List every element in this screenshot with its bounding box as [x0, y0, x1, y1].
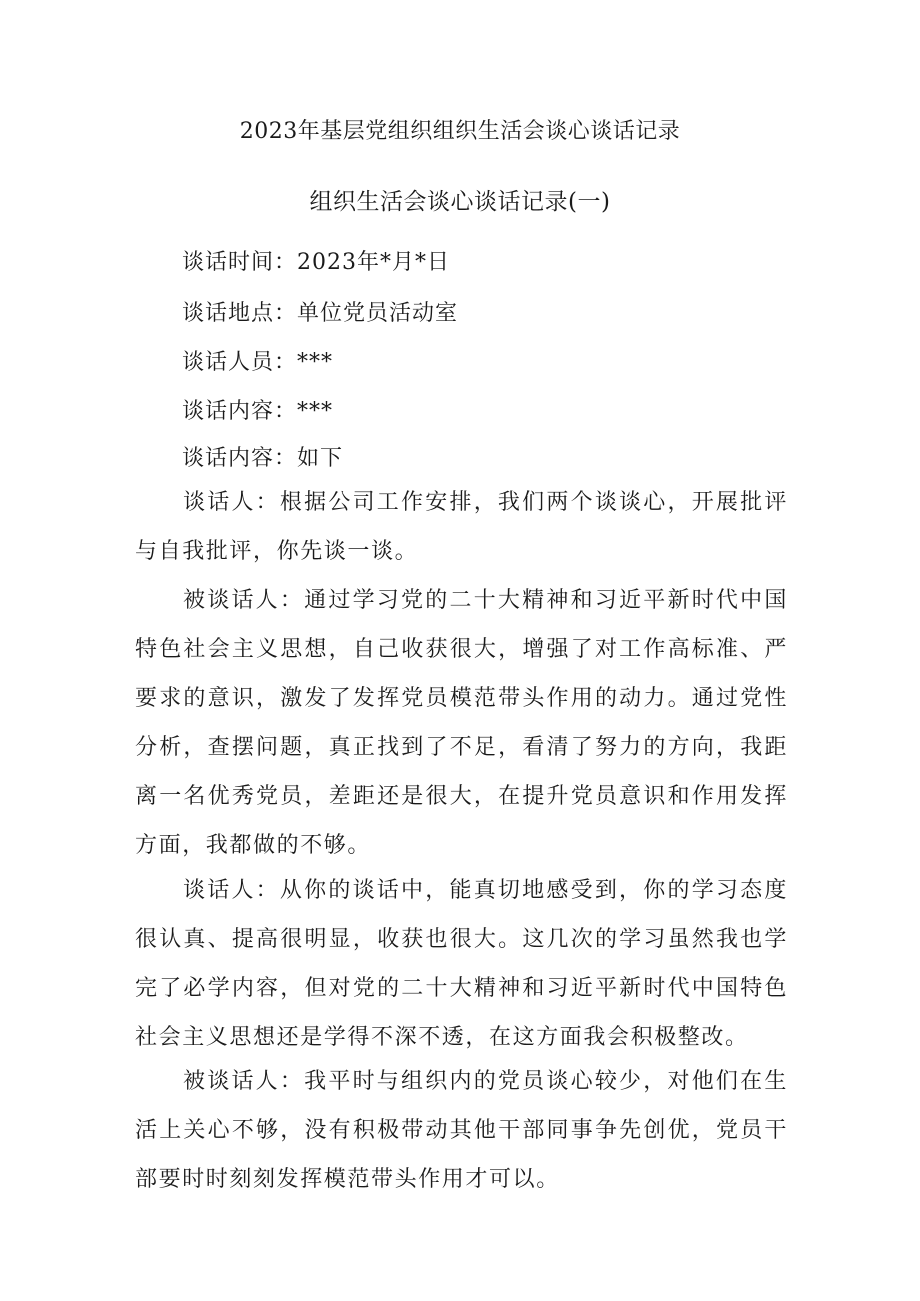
meta-location: 谈话地点：单位党员活动室	[182, 301, 459, 326]
document-title: 2023年基层党组织组织生活会谈心谈话记录	[239, 119, 681, 144]
meta-content-follows: 谈话内容：如下	[182, 446, 344, 471]
paragraph-interviewee-2: 被谈话人：我平时与组织内的党员谈心较少，对他们在生活上关心不够，没有积极带动其他干部同事争先创优，党员干部要时时刻刻发挥模范带头作用才可以。	[135, 1069, 788, 1192]
meta-participants: 谈话人员：***	[182, 350, 334, 375]
meta-content: 谈话内容：***	[182, 399, 334, 424]
paragraph-interviewer-2: 谈话人：从你的谈话中，能真切地感受到，你的学习态度很认真、提高很明显，收获也很大。这几次的学习虽然我也学完了必学内容，但对党的二十大精神和习近平新时代中国特色社会主义思想还是学得不深不透，在这方面我会积极整改。	[135, 878, 788, 1050]
meta-time: 谈话时间：2023年*月*日	[182, 250, 450, 275]
document-subtitle: 组织生活会谈心谈话记录(一)	[309, 189, 611, 215]
paragraph-interviewee-1: 被谈话人：通过学习党的二十大精神和习近平新时代中国特色社会主义思想，自己收获很大，增强了对工作高标准、严要求的意识，激发了发挥党员模范带头作用的动力。通过党性分析，查摆问题，真正找到了不足，看清了努力的方向，我距离一名优秀党员，差距还是很大，在提升党员意识和作用发挥方面，我都做的不够。	[135, 588, 788, 858]
paragraph-interviewer-1: 谈话人：根据公司工作安排，我们两个谈谈心，开展批评与自我批评，你先谈一谈。	[135, 490, 788, 564]
